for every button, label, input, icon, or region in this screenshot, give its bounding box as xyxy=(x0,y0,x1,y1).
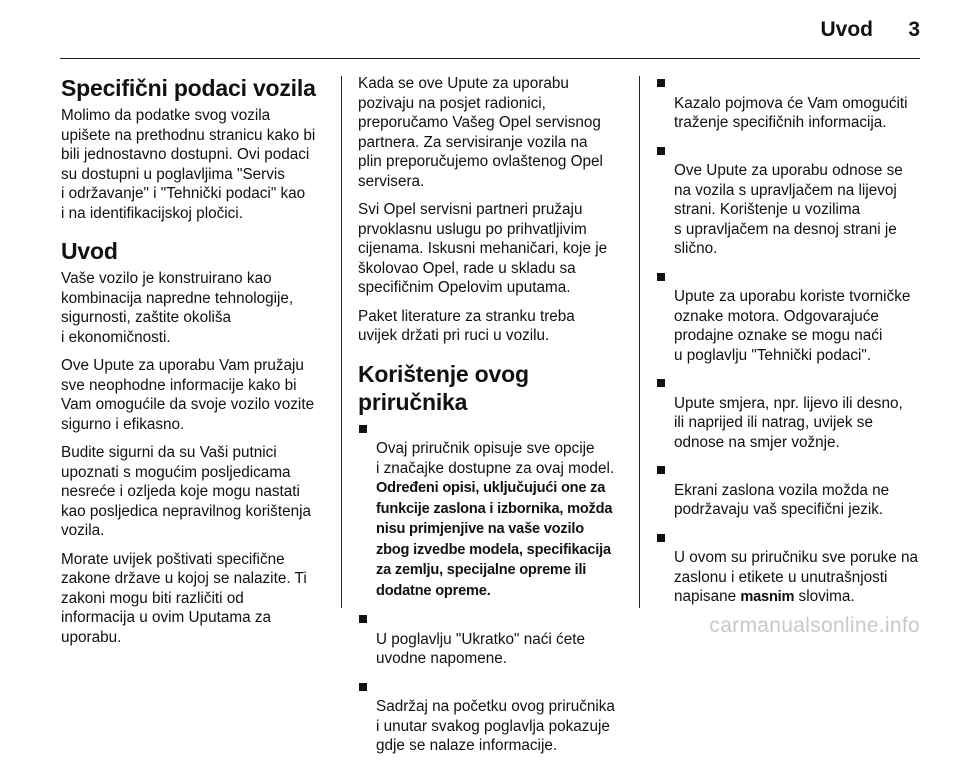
list-item: Upute za uporabu koriste tvorničke oznake motora. Odgovarajuće prodajne oznake se mogu naći u poglavlju "Tehnički podaci". xyxy=(656,268,926,366)
list-item: Kazalo pojmova će Vam omogućiti traženje specifičnih informacija. xyxy=(656,74,926,133)
paragraph: Kada se ove Upute za uporabu pozivaju na posjet radionici, preporučamo Vašeg Opel servisnog partnera. Za servisiranje vozila na plin preporučujemo ovlaštenog Opel servisera. xyxy=(358,75,603,190)
section-heading-intro: Uvod xyxy=(61,238,118,264)
square-bullet-icon xyxy=(657,534,665,542)
section-heading-vehicle-data: Specifični podaci vozila xyxy=(61,75,316,101)
paragraph: Ove Upute za uporabu Vam pružaju sve neophodne informacije kako bi Vam omogućile da svoje vozilo vozite sigurno i efikasno. xyxy=(61,357,315,433)
column-divider xyxy=(639,76,640,608)
bullet-list xyxy=(358,420,628,756)
list-item: Ekrani zaslona vozila možda ne podržavaju vaš specifični jezik. xyxy=(656,461,926,520)
paragraph: Svi Opel servisni partneri pružaju prvoklasnu uslugu po prihvatljivim cijenama. Iskusni mehaničari, koje je školovao Opel, rade u skladu sa specifičnim Opelovim uputama. xyxy=(358,201,608,296)
square-bullet-icon xyxy=(359,425,367,433)
watermark: carmanualsonline.info xyxy=(709,614,920,637)
column-middle xyxy=(358,74,628,765)
column-divider xyxy=(341,76,342,608)
page-header xyxy=(0,0,960,58)
list-item: U ovom su priručniku sve poruke na zaslonu i etikete u unutrašnjosti napisane masnim slovima. xyxy=(656,529,926,608)
list-item: Ove Upute za uporabu odnose se na vozila s upravljačem na lijevoj strani. Korištenje u vozilima s upravljačem na desnoj strani je slično. xyxy=(656,142,926,259)
page-number: 3 xyxy=(908,18,920,41)
section-heading-using-manual: Korištenje ovog priručnika xyxy=(358,360,529,415)
square-bullet-icon xyxy=(657,379,665,387)
square-bullet-icon xyxy=(657,273,665,281)
bold-word: masnim xyxy=(740,589,795,605)
bold-note: Određeni opisi, uključujući one za funkcije zaslona i izbornika, možda nisu primjenjive na vaše vozilo zbog izvedbe modela, specifikacija za zemlju, specijalne opreme ili dodatne opreme. xyxy=(376,480,613,599)
paragraph: Molimo da podatke svog vozila upišete na prethodnu stranicu kako bi bili jednostavno dostupni. Ovi podaci su dostupni u poglavljima "Servis i održavanje" i "Tehnički podaci" kao i na identifikacijskoj pločici. xyxy=(61,107,316,222)
list-item: U poglavlju "Ukratko" naći ćete uvodne napomene. xyxy=(358,610,628,669)
paragraph: Paket literature za stranku treba uvijek držati pri ruci u vozilu. xyxy=(358,307,575,344)
list-item: Sadržaj na početku ovog priručnika i unutar svakog poglavlja pokazuje gdje se nalaze informacije. xyxy=(358,678,628,756)
square-bullet-icon xyxy=(657,466,665,474)
chapter-title: Uvod xyxy=(820,18,873,41)
square-bullet-icon xyxy=(359,683,367,691)
bullet-list xyxy=(656,74,926,608)
list-item: Upute smjera, npr. lijevo ili desno, ili naprijed ili natrag, uvijek se odnose na smjer vožnje. xyxy=(656,374,926,452)
square-bullet-icon xyxy=(359,615,367,623)
square-bullet-icon xyxy=(657,79,665,87)
paragraph: Vaše vozilo je konstruirano kao kombinacija napredne tehnologije, sigurnosti, zaštite okoliša i ekonomičnosti. xyxy=(61,270,294,346)
paragraph: Morate uvijek poštivati specifične zakone države u kojoj se nalazite. Ti zakoni mogu biti različiti od informacija u ovim Uputama za uporabu. xyxy=(61,550,307,646)
square-bullet-icon xyxy=(657,147,665,155)
column-left xyxy=(61,74,327,656)
list-item: Ovaj priručnik opisuje sve opcije i značajke dostupne za ovaj model. Određeni opisi, uključujući one za funkcije zaslona i izbornika, možda nisu primjenjive na vaše vozilo zbog izvedbe modela, specifikacija za zemlju, specijalne opreme ili dodatne opreme. xyxy=(358,420,628,602)
paragraph: Budite sigurni da su Vaši putnici upoznati s mogućim posljedicama nesreće i ozljeda koje mogu nastati kao posljedica nepravilnog korištenja vozila. xyxy=(61,444,312,539)
header-divider xyxy=(60,58,920,59)
column-right xyxy=(656,74,926,617)
